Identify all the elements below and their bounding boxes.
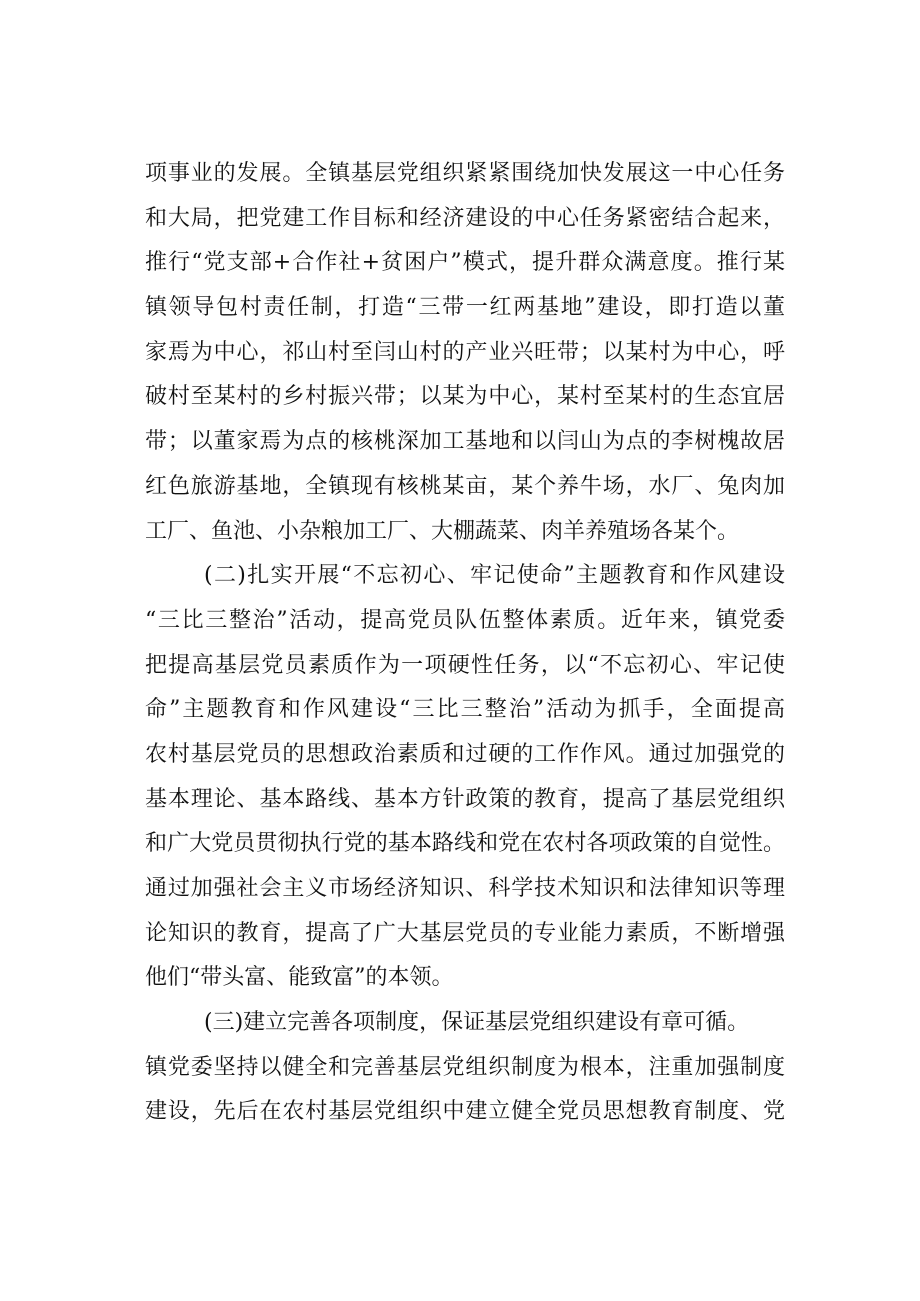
paragraph-1-line-5: 家焉为中心，祁山村至闫山村的产业兴旺带；以某村为中心，呼 [145, 339, 785, 365]
paragraph-3-line-3: 建设，先后在农村基层党组织中建立健全党员思想教育制度、党 [145, 1099, 785, 1125]
paragraph-2-line-7: 和广大党员贯彻执行党的基本路线和党在农村各项政策的自觉性。 [145, 831, 785, 857]
paragraph-2-line-2: “三比三整治”活动，提高党员队伍整体素质。近年来，镇党委 [145, 607, 785, 633]
paragraph-2-line-1: (二)扎实开展“不忘初心、牢记使命”主题教育和作风建设 [204, 563, 785, 589]
paragraph-2-line-9: 论知识的教育，提高了广大基层党员的专业能力素质，不断增强 [145, 920, 785, 946]
paragraph-2-line-10: 他们“带头富、能致富”的本领。 [145, 965, 454, 991]
paragraph-3-line-2: 镇党委坚持以健全和完善基层党组织制度为根本，注重加强制度 [145, 1054, 785, 1080]
paragraph-1-line-8: 红色旅游基地，全镇现有核桃某亩，某个养牛场，水厂、兔肉加 [145, 473, 785, 499]
paragraph-1-line-4: 镇领导包村责任制，打造“三带一红两基地”建设，即打造以董 [145, 295, 785, 321]
document-body [145, 152, 785, 1135]
paragraph-1-line-1: 项事业的发展。全镇基层党组织紧紧围绕加快发展这一中心任务 [145, 161, 785, 186]
paragraph-2-line-5: 农村基层党员的思想政治素质和过硬的工作作风。通过加强党的 [145, 741, 785, 767]
paragraph-1-line-6: 破村至某村的乡村振兴带；以某为中心，某村至某村的生态宜居 [145, 384, 785, 410]
paragraph-3-line-1: (三)建立完善各项制度，保证基层党组织建设有章可循。 [204, 1010, 750, 1036]
paragraph-2-line-3: 把提高基层党员素质作为一项硬性任务，以“不忘初心、牢记使 [145, 652, 785, 678]
paragraph-2-line-8: 通过加强社会主义市场经济知识、科学技术知识和法律知识等理 [145, 876, 785, 901]
paragraph-1-line-9: 工厂、鱼池、小杂粮加工厂、大棚蔬菜、肉羊养殖场各某个。 [145, 518, 740, 544]
paragraph-1-line-3: 推行“党支部+合作社+贫困户”模式，提升群众满意度。推行某 [145, 250, 785, 276]
paragraph-1-line-2: 和大局，把党建工作目标和经济建设的中心任务紧密结合起来， [145, 205, 785, 231]
paragraph-1-line-7: 带；以董家焉为点的核桃深加工基地和以闫山为点的李树槐故居 [145, 429, 785, 455]
paragraph-2-line-4: 命”主题教育和作风建设“三比三整治”活动为抓手，全面提高 [145, 697, 785, 723]
paragraph-2-line-6: 基本理论、基本路线、基本方针政策的教育，提高了基层党组织 [145, 786, 785, 812]
